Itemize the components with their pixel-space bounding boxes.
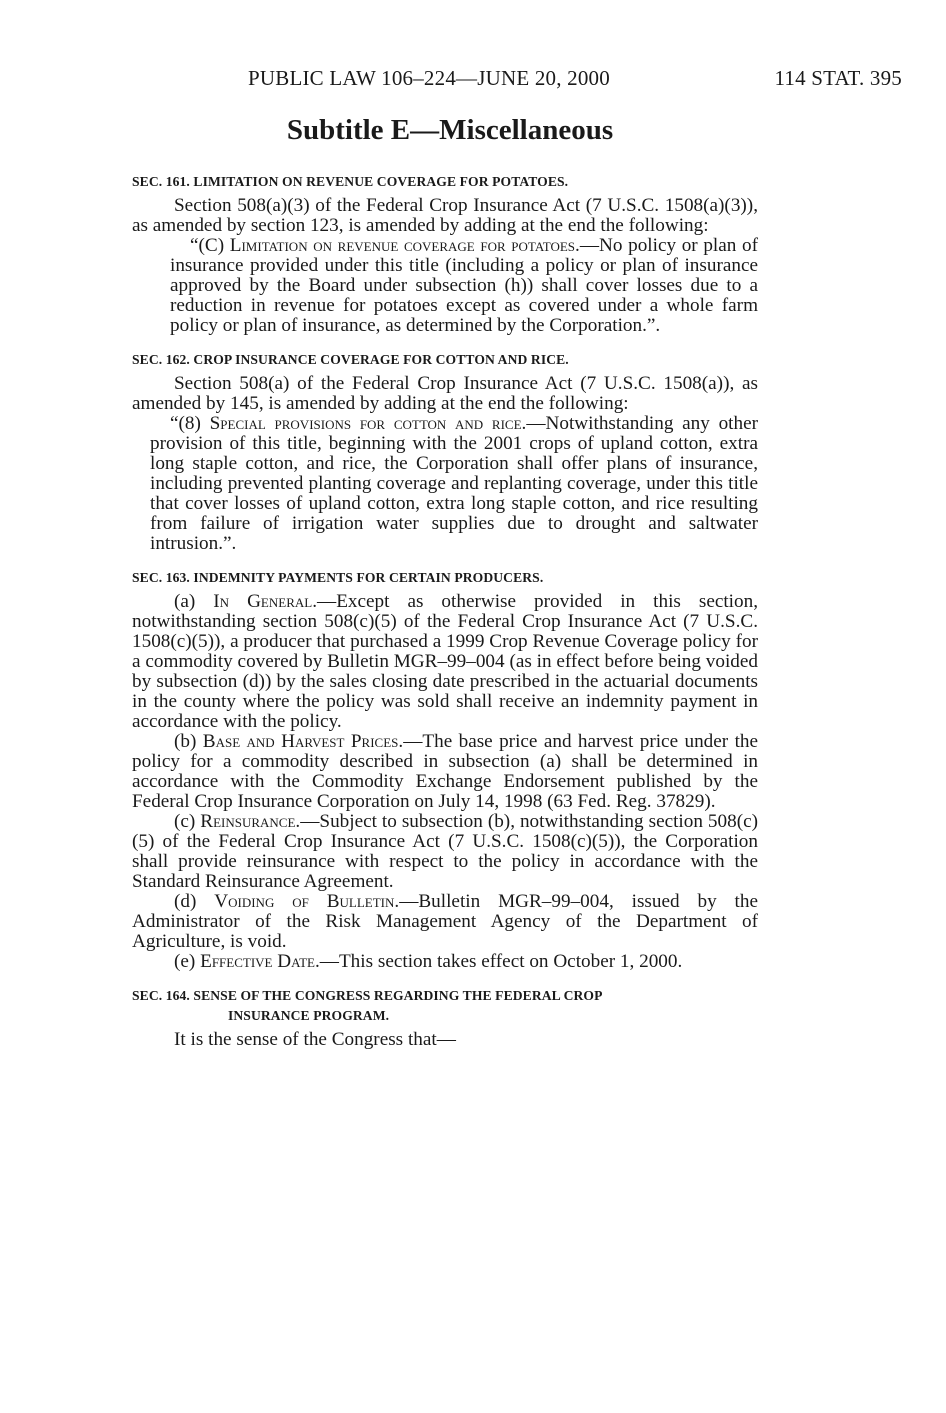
subsection-e-lead: (e) — [174, 951, 201, 972]
quote-lead: “(8) — [170, 413, 210, 434]
subsection-b-heading: Base and Harvest Prices. — [202, 731, 404, 752]
subsection-e — [132, 952, 758, 972]
subsection-c-lead: (c) — [174, 811, 201, 832]
subsection-e-heading: Effective Date. — [200, 951, 320, 972]
quote-heading: Limitation on revenue coverage for potatoes. — [229, 235, 580, 256]
subsection-c-text: —Subject to subsection (b), notwithstanding section 508(c)(5) of the Federal Crop Insurance Act (7 U.S.C. 1508(c)(5)), the Corporation shall provide reinsurance with respect to the policy in accordance with the Standard Reinsurance Agreement. — [132, 811, 758, 892]
stat-page-number: 114 STAT. 395 — [774, 66, 902, 90]
subsection-c — [132, 812, 758, 892]
subsection-a — [132, 592, 758, 732]
running-head — [0, 66, 946, 96]
quote-text: —No policy or plan of insurance provided under this title (including a policy or plan of insurance approved by the Board under subsection (h)) shall cover losses due to a reduction in revenue for potatoes except as covered under a whole farm policy or plan of insurance, as determined by the Corporation.”. — [170, 235, 759, 336]
section-161-text: Section 508(a)(3) of the Federal Crop Insurance Act (7 U.S.C. 1508(a)(3)), as amended by section 123, is amended by adding at the end the following: — [132, 195, 758, 236]
subsection-d-lead: (d) — [174, 891, 215, 912]
section-162-text: Section 508(a) of the Federal Crop Insurance Act (7 U.S.C. 1508(a)), as amended by 145, is amended by adding at the end the following: — [132, 373, 758, 414]
subsection-d-heading: Voiding of Bulletin. — [214, 891, 400, 912]
section-162-quoted-provision — [150, 414, 758, 554]
quote-heading: Special provisions for cotton and rice. — [209, 413, 527, 434]
section-164-text: It is the sense of the Congress that— — [174, 1029, 456, 1050]
section-164-heading-line2: INSURANCE PROGRAM. — [228, 1008, 390, 1023]
section-164-heading-line1: SEC. 164. SENSE OF THE CONGRESS REGARDING THE FEDERAL CROP — [132, 988, 603, 1003]
subtitle-heading: Subtitle E—Miscellaneous — [286, 114, 614, 146]
subsection-a-text: —Except as otherwise provided in this section, notwithstanding section 508(c)(5) of the Federal Crop Insurance Act (7 U.S.C. 1508(c)(5)), a producer that purchased a 1999 Crop Revenue Coverage policy for a commodity covered by Bulletin MGR–99–004 (as in effect before being voided by subsection (d)) by the sales closing date prescribed in the actuarial documents in the county where the policy was sold shall receive an indemnity payment in accordance with the policy. — [132, 591, 759, 732]
subsection-c-heading: Reinsurance. — [200, 811, 301, 832]
subsection-e-text: —This section takes effect on October 1, 2000. — [319, 951, 683, 972]
section-162-heading: SEC. 162. CROP INSURANCE COVERAGE FOR COTTON AND RICE. — [132, 352, 569, 367]
subsection-b-lead: (b) — [174, 731, 203, 752]
subsection-b — [132, 732, 758, 812]
document-body — [132, 172, 758, 1050]
subsection-a-lead: (a) — [174, 591, 214, 612]
subsection-a-heading: In General. — [213, 591, 317, 612]
section-163-heading: SEC. 163. INDEMNITY PAYMENTS FOR CERTAIN PRODUCERS. — [132, 570, 544, 585]
quote-text: —Notwithstanding any other provision of this title, beginning with the 2001 crops of upland cotton, extra long staple cotton, and rice, the Corporation shall offer plans of insurance, including prevented planting coverage and replanting coverage, under this title that cover losses of upland cotton, extra long staple cotton, and rice resulting from failure of irrigation water supplies due to drought and saltwater intrusion.”. — [150, 413, 759, 554]
law-citation: PUBLIC LAW 106–224—JUNE 20, 2000 — [248, 66, 610, 90]
section-161-quoted-provision — [170, 236, 758, 336]
subsection-d — [132, 892, 758, 952]
subsection-b-text: —The base price and harvest price under the policy for a commodity described in subsection (a) shall be determined in accordance with the Commodity Exchange Endorsement published by the Federal Crop Insurance Corporation on July 14, 1998 (63 Fed. Reg. 37829). — [132, 731, 759, 812]
section-161-heading: SEC. 161. LIMITATION ON REVENUE COVERAGE FOR POTATOES. — [132, 174, 569, 189]
subsection-d-text: —Bulletin MGR–99–004, issued by the Administrator of the Risk Management Agency of the Department of Agriculture, is void. — [132, 891, 759, 952]
section-164-heading — [132, 986, 758, 1026]
quote-lead: “(C) — [190, 235, 230, 256]
